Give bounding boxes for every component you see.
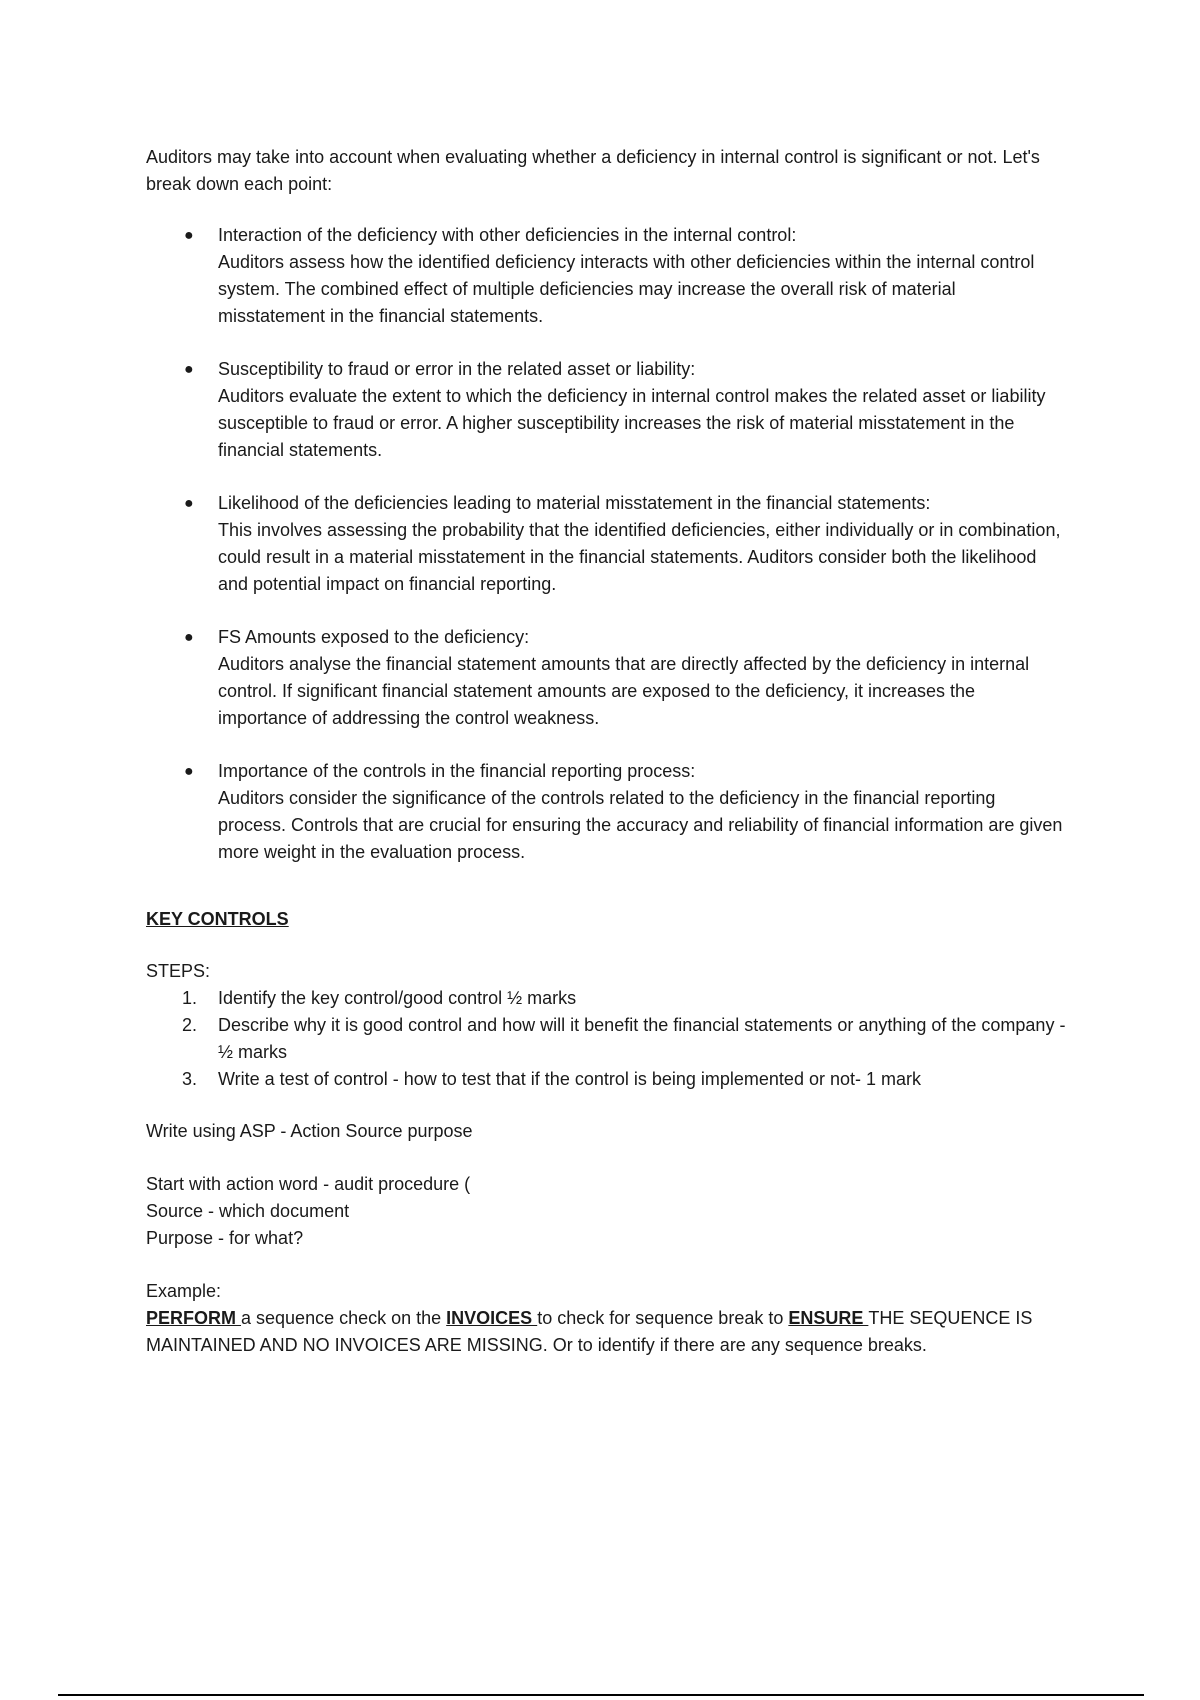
point-title: FS Amounts exposed to the deficiency: — [218, 627, 530, 647]
step-text: Identify the key control/good control ½ marks — [218, 988, 577, 1008]
asp-line: Write using ASP - Action Source purpose — [146, 1121, 473, 1141]
bullet-icon: ● — [184, 495, 194, 512]
list-item — [146, 1012, 1066, 1066]
list-item — [146, 490, 1066, 598]
asp-action-line: Start with action word - audit procedure ( — [146, 1174, 471, 1194]
list-item — [146, 222, 1066, 330]
list-item — [146, 758, 1066, 866]
bullet-icon: ● — [184, 227, 194, 244]
bullet-icon: ● — [184, 361, 194, 378]
asp-breakdown — [146, 1171, 1066, 1252]
example-text-part: to check for sequence break to — [537, 1308, 789, 1328]
steps-label: STEPS: — [146, 961, 211, 981]
list-item — [146, 985, 1066, 1012]
list-item — [146, 624, 1066, 732]
asp-source-line: Source - which document — [146, 1201, 350, 1221]
example-text — [146, 1305, 1066, 1359]
steps-list — [146, 985, 1066, 1093]
example-text-part: THE SEQUENCE IS MAINTAINED AND NO INVOICES ARE MISSING. Or to identify if there are any sequence breaks. — [146, 1308, 1033, 1355]
point-body: Auditors assess how the identified deficiency interacts with other deficiencies within the internal control system. The combined effect of multiple deficiencies may increase the overall risk of material misstatement in the financial statements. — [218, 252, 1035, 326]
point-title: Importance of the controls in the financial reporting process: — [218, 761, 696, 781]
asp-purpose-line: Purpose - for what? — [146, 1228, 304, 1248]
intro-paragraph: Auditors may take into account when evaluating whether a deficiency in internal control is significant or not. Let's break down each point: — [146, 147, 1040, 194]
list-item — [146, 356, 1066, 464]
page-bottom-divider — [58, 1694, 1144, 1696]
example-text-part: a sequence check on the — [241, 1308, 447, 1328]
key-controls-heading: KEY CONTROLS — [146, 909, 289, 929]
step-number: 2. — [182, 1015, 198, 1035]
deficiency-points-list — [146, 222, 1066, 866]
point-title: Interaction of the deficiency with other deficiencies in the internal control: — [218, 225, 797, 245]
document-page — [146, 144, 1066, 1359]
step-text: Describe why it is good control and how will it benefit the financial statements or anything of the company - ½ marks — [218, 1015, 1066, 1062]
point-body: Auditors consider the significance of the controls related to the deficiency in the financial reporting process. Controls that are crucial for ensuring the accuracy and reliability of financial information are given more weight in the evaluation process. — [218, 788, 1063, 862]
bullet-icon: ● — [184, 763, 194, 780]
point-body: Auditors evaluate the extent to which the deficiency in internal control makes the related asset or liability susceptible to fraud or error. A higher susceptibility increases the risk of material misstatement in the financial statements. — [218, 386, 1046, 460]
bullet-icon: ● — [184, 629, 194, 646]
example-keyword-ensure: ENSURE — [788, 1308, 869, 1328]
example-label: Example: — [146, 1281, 222, 1301]
step-number: 3. — [182, 1069, 198, 1089]
point-title: Susceptibility to fraud or error in the related asset or liability: — [218, 359, 696, 379]
point-body: This involves assessing the probability that the identified deficiencies, either individually or in combination, could result in a material misstatement in the financial statements. Auditors consider both the likelihood and potential impact on financial reporting. — [218, 520, 1061, 594]
list-item — [146, 1066, 1066, 1093]
point-body: Auditors analyse the financial statement amounts that are directly affected by the deficiency in internal control. If significant financial statement amounts are exposed to the deficiency, it increases the importance of addressing the control weakness. — [218, 654, 1030, 728]
example-keyword-perform: PERFORM — [146, 1308, 242, 1328]
step-number: 1. — [182, 988, 198, 1008]
point-title: Likelihood of the deficiencies leading to material misstatement in the financial statements: — [218, 493, 931, 513]
example-keyword-invoices: INVOICES — [446, 1308, 538, 1328]
step-text: Write a test of control - how to test that if the control is being implemented or not- 1 mark — [218, 1069, 921, 1089]
example-block — [146, 1278, 1066, 1359]
